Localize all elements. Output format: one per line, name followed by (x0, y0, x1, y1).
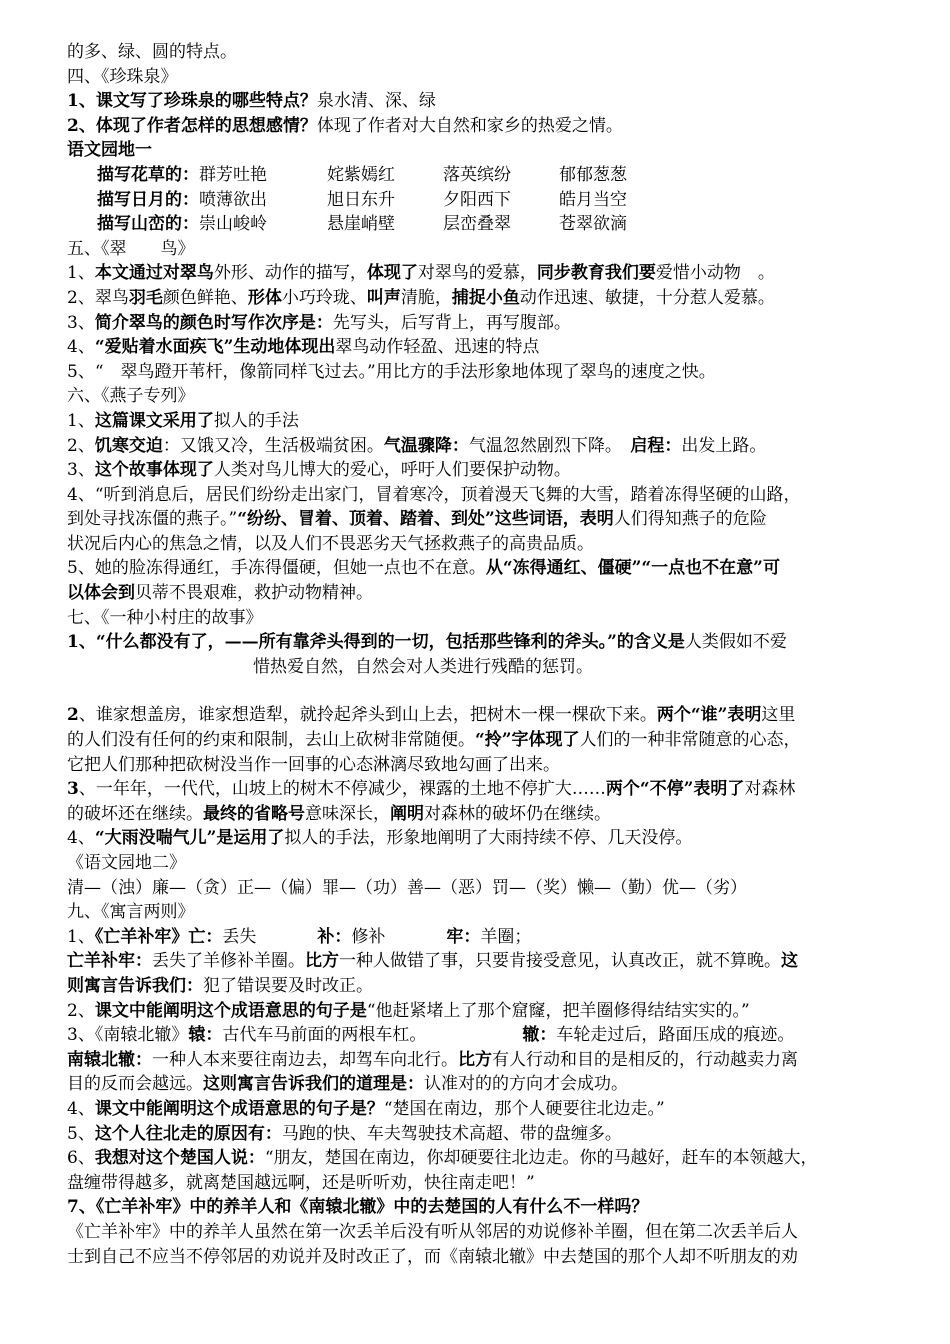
question-line: 7、《亡羊补牢》中的养羊人和《南辕北辙》中的去楚国的人有什么不一样吗？ (67, 1197, 649, 1218)
section-heading-cuiniao: 五、《翠 鸟》 (67, 238, 195, 259)
text-line: 5、“ 翠鸟蹬开苇杆，像箭同样飞过去。”用比方的手法形象地体现了翠鸟的速度之快。 (67, 361, 716, 382)
blank-line (67, 679, 917, 703)
text-line: 则寓言告诉我们：犯了错误要及时改正。 (67, 975, 373, 996)
text-line: 《亡羊补牢》中的养羊人虽然在第一次丢羊后没有听从邻居的劝说修补羊圈，但在第二次丢羊后人 (67, 1221, 798, 1242)
text-line: 5、她的脸冻得通红，手冻得僵硬，但她一点也不在意。从“冻得通红、僵硬”“一点也不在意”可 (67, 558, 780, 579)
section-heading-yanzi: 六、《燕子专列》 (67, 386, 195, 407)
text-line: 3、简介翠鸟的颜色时写作次序是：先写头，后写背上，再写腹部。 (67, 312, 571, 333)
text-line: 1、这篇课文采用了拟人的手法 (67, 410, 299, 431)
text-line: 4、“听到消息后，居民们纷纷走出家门，冒着寒冷，顶着漫天飞舞的大雪，踏着冻得坚硬的山路， (67, 484, 801, 505)
text-line: 1、“什么都没有了，——所有靠斧头得到的一切，包括那些锋利的斧头。”的含义是人类假如不爱 (67, 632, 787, 653)
text-line: 士到自己不应当不停邻居的劝说并及时改正了，而《南辕北辙》中去楚国的那个人却不听朋友的劝 (67, 1246, 798, 1267)
text-line: 2、饥寒交迫：又饿又冷，生活极端贫困。气温骤降：气温忽然剧烈下降。 启程：出发上路。 (67, 435, 767, 456)
section-heading-yuyan: 九、《寓言两则》 (67, 902, 195, 923)
text-line: 它把人们那种把砍树没当作一回事的心态淋漓尽致地勾画了出来。 (67, 754, 560, 775)
text-line: 惜热爱自然，自然会对人类进行残酷的惩罚。 (253, 656, 593, 677)
text-line: 6、我想对这个楚国人说：“朋友，楚国在南边，你却硬要往北边走。你的马越好，赶车的本领越大， (67, 1148, 818, 1169)
text-line: 到处寻找冻僵的燕子。”“纷纷、冒着、顶着、踏着、到处”这些词语，表明人们得知燕子的危险 (67, 509, 767, 530)
text-line: 目的反而会越远。这则寓言告诉我们的道理是：认准对的的方向才会成功。 (67, 1074, 628, 1095)
text-line: 盘缠带得越多，就离楚国越远啊，还是听听劝，快往南走吧！” (67, 1172, 535, 1193)
text-line: 5、这个人往北走的原因有：马跑的快、车夫驾驶技术高超、带的盘缠多。 (67, 1123, 622, 1144)
text-line: 1、《亡羊补牢》亡：丢失 补：修补 牢：羊圈； (67, 926, 532, 947)
text-line: 南辕北辙：一种人本来要往南边去，却驾车向北行。比方有人行动和目的是相反的，行动越卖力离 (67, 1049, 798, 1070)
text-line: 2、课文中能阐明这个成语意思的句子是“他赶紧堵上了那个窟窿，把羊圈修得结结实实的。” (67, 1000, 750, 1021)
document-page (67, 40, 917, 1269)
text-line: 的多、绿、圆的特点。 (67, 42, 237, 62)
text-line: 1、本文通过对翠鸟外形、动作的描写，体现了对翠鸟的爱慕，同步教育我们要爱惜小动物 。 (67, 263, 775, 284)
vocab-row: 描写山峦的：崇山峻岭 悬崖峭壁 层峦叠翠 苍翠欲滴 (97, 214, 627, 235)
text-line: 亡羊补牢：丢失了羊修补羊圈。比方一种人做错了事，只要肯接受意见，认真改正，就不算晚。这 (67, 951, 798, 972)
vocab-row: 描写日月的：喷薄欲出 旭日东升 夕阳西下 皓月当空 (97, 189, 627, 210)
text-line: 的人们没有任何的约束和限制，去山上砍树非常随便。“拎”字体现了人们的一种非常随意的心态， (67, 730, 801, 751)
text-line: 4、“大雨没喘气儿”是运用了拟人的手法，形象地阐明了大雨持续不停、几天没停。 (67, 828, 693, 849)
text-line: 2、体现了作者怎样的思想感情？体现了作者对大自然和家乡的热爱之情。 (67, 115, 623, 136)
text-line: 2、谁家想盖房，谁家想造犁，就拎起斧头到山上去，把树木一棵一棵砍下来。两个“谁”表明这里 (67, 705, 796, 726)
text-line: 4、课文中能阐明这个成语意思的句子是？“楚国在南边，那个人硬要往北边走。” (67, 1098, 665, 1119)
text-line: 3、《南辕北辙》辕：古代车马前面的两根车杠。 辙：车轮走过后，路面压成的痕迹。 (67, 1025, 795, 1046)
section-heading-yuwen-1: 语文园地一 (67, 140, 152, 161)
text-line: 的破坏还在继续。最终的省略号意味深长，阐明对森林的破坏仍在继续。 (67, 803, 611, 824)
section-heading-xiaocunzhuang: 七、《一种小村庄的故事》 (67, 607, 263, 628)
text-line: 以体会到贝蒂不畏艰难，救护动物精神。 (67, 583, 373, 604)
text-line: 状况后内心的焦急之情，以及人们不畏恶劣天气拯救燕子的高贵品质。 (67, 533, 594, 554)
text-line: 2、翠鸟羽毛颜色鲜艳、形体小巧玲珑、叫声清脆，捕捉小鱼动作迅速、敏捷，十分惹人爱慕。 (67, 287, 775, 308)
text-line: 3、这个故事体现了人类对鸟儿博大的爱心，呼吁人们要保护动物。 (67, 460, 571, 481)
vocab-row: 描写花草的：群芳吐艳 姹紫嫣红 落英缤纷 郁郁葱葱 (97, 164, 627, 185)
text-line: 3、一年年，一代代，山坡上的树木不停减少，裸露的土地不停扩大……两个“不停”表明了对森林 (67, 779, 796, 800)
antonym-line: 清—（浊）廉—（贪）正—（偏）罪—（功）善—（恶）罚—（奖）懒—（勤）优—（劣） (67, 877, 747, 898)
section-heading-yuwen-2: 《语文园地二》 (67, 853, 186, 873)
text-line: 1、课文写了珍珠泉的哪些特点？泉水清、深、绿 (67, 91, 436, 112)
section-heading-zhenzhuquan: 四、《珍珠泉》 (67, 66, 178, 87)
text-line: 4、“爱贴着水面疾飞”生动地体现出翠鸟动作轻盈、迅速的特点 (67, 337, 540, 358)
